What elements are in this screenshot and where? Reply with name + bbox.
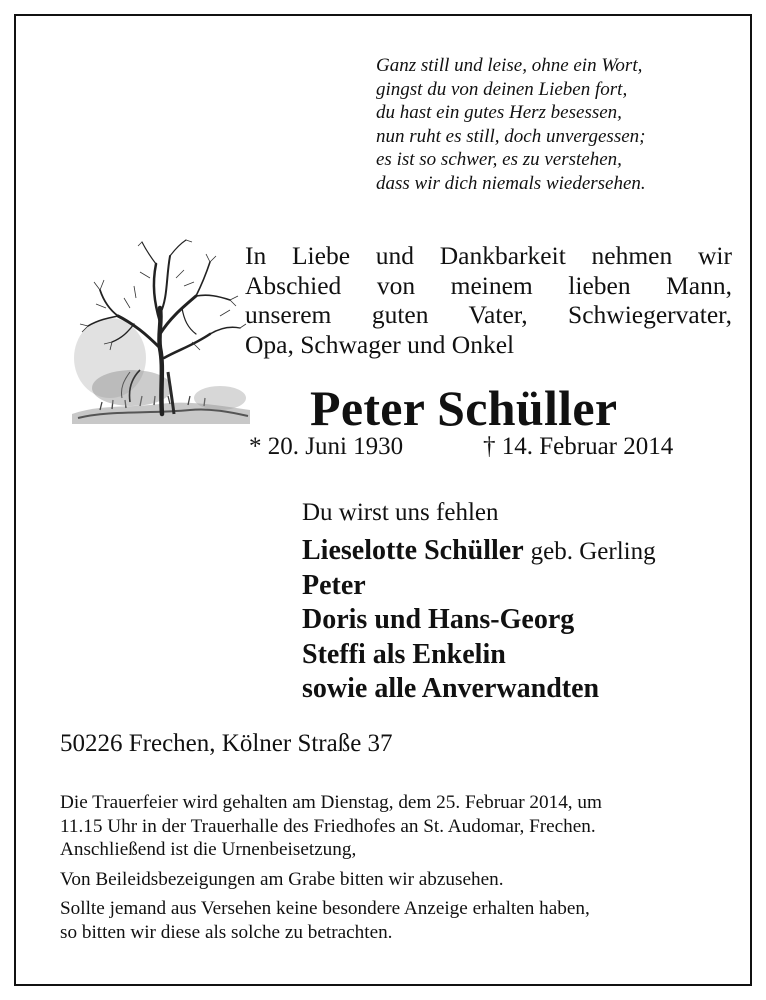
wife-name: Lieselotte Schüller xyxy=(302,535,524,566)
address: 50226 Frechen, Kölner Straße 37 xyxy=(60,730,393,757)
closing-line: Sollte jemand aus Versehen keine besondere Anzeige erhalten haben, xyxy=(60,898,590,919)
family-list xyxy=(302,534,656,706)
poem-line: Ganz still und leise, ohne ein Wort, xyxy=(376,55,643,76)
family-line: Steffi als Enkelin xyxy=(302,638,506,670)
birth-date: * 20. Juni 1930 xyxy=(249,433,404,460)
obituary-card xyxy=(14,14,752,986)
condolences-note: Von Beileidsbezeigungen am Grabe bitten wir abzusehen. xyxy=(60,868,504,890)
ceremony-line: Die Trauerfeier wird gehalten am Dienstag, dem 25. Februar 2014, um xyxy=(60,792,602,813)
miss-you-line: Du wirst uns fehlen xyxy=(302,499,499,526)
family-line: Doris und Hans-Georg xyxy=(302,604,575,636)
intro-text xyxy=(245,241,732,359)
tree-illustration-icon xyxy=(70,238,252,426)
poem-line: dass wir dich niemals wiedersehen. xyxy=(376,172,646,194)
poem xyxy=(376,54,646,196)
intro-line: Opa, Schwager und Onkel xyxy=(245,329,515,359)
poem-line: du hast ein gutes Herz besessen, xyxy=(376,102,622,124)
ceremony-line: Anschließend ist die Urnenbeisetzung, xyxy=(60,839,357,860)
funeral-notes xyxy=(60,791,718,944)
poem-line: nun ruht es still, doch unvergessen; xyxy=(376,125,646,147)
family-line xyxy=(302,534,656,569)
poem-line: es ist so schwer, es zu verstehen, xyxy=(376,149,622,171)
closing-line: so bitten wir diese als solche zu betrachten. xyxy=(60,921,393,943)
family-line: sowie alle Anverwandten xyxy=(302,672,600,704)
deceased-name: Peter Schüller xyxy=(310,380,618,436)
wife-maiden-name: geb. Gerling xyxy=(530,538,656,565)
ceremony-line: 11.15 Uhr in der Trauerhalle des Friedhofes an St. Audomar, Frechen. xyxy=(60,815,596,837)
poem-line: gingst du von deinen Lieben fort, xyxy=(376,78,628,100)
intro-line: Abschied von meinem lieben Mann, xyxy=(245,270,732,300)
intro-line: unserem guten Vater, Schwiegervater, xyxy=(245,300,732,330)
family-line: Peter xyxy=(302,570,366,602)
intro-line: In Liebe und Dankbarkeit nehmen wir xyxy=(245,241,732,270)
death-date: † 14. Februar 2014 xyxy=(483,433,674,460)
